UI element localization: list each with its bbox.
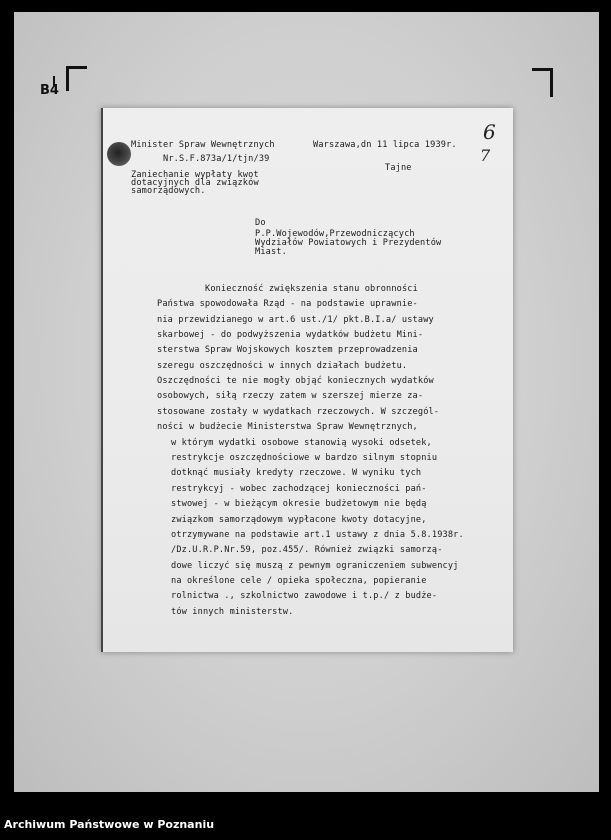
subject-line: samorządowych. [131, 186, 206, 196]
body-line: skarbowej - do podwyższenia wydatków budżetu Mini- [157, 330, 424, 340]
archive-mark: B4 [40, 83, 59, 98]
addressee-line: Miast. [255, 247, 287, 257]
body-line: osobowych, siłą rzeczy zatem w szerszej mierze za- [157, 391, 424, 401]
body-line: w którym wydatki osobowe stanowią wysoki odsetek, [171, 438, 432, 448]
body-line: Państwa spowodowała Rząd - na podstawie uprawnie- [157, 299, 418, 309]
body-line: dotknąć musiały kredyty rzeczowe. W wyniku tych [171, 468, 422, 478]
body-line: tów innych ministerstw. [171, 607, 294, 617]
body-line: stosowane zostały w wydatkach rzeczowych. W szczegól- [157, 407, 440, 417]
handwritten-number-1: 6 [483, 120, 496, 144]
archive-footer: Archiwum Państwowe w Poznaniu [4, 818, 215, 831]
classification: Tajne [385, 163, 412, 173]
addressee-line: Do [255, 218, 266, 228]
body-line: związkom samorządowym wypłacone kwoty dotacyjne, [171, 515, 427, 525]
corner-mark-top-right [532, 68, 553, 97]
reference-number: Nr.S.F.873a/1/tjn/39 [163, 154, 270, 164]
place-date: Warszawa,dn 11 lipca 1939r. [313, 140, 457, 150]
body-line: ności w budżecie Ministerstwa Spraw Wewnętrznych, [157, 422, 418, 432]
body-line: restrykcje oszczędnościowe w bardzo silnym stopniu [171, 453, 438, 463]
body-line: stwowej - w bieżącym okresie budżetowym nie będą [171, 499, 427, 509]
body-line: restrykcyj - wobec zachodzącej konieczności pań- [171, 484, 427, 494]
body-line: rolnictwa ., szkolnictwo zawodowe i t.p./ z budże- [171, 591, 438, 601]
body-line: /Dz.U.R.P.Nr.59, poz.455/. Również związki samorzą- [171, 545, 443, 555]
body-line: sterstwa Spraw Wojskowych kosztem przeprowadzenia [157, 345, 418, 355]
body-line: Oszczędności te nie mogły objąć koniecznych wydatków [157, 376, 434, 386]
body-line: dowe liczyć się muszą z pewnym ograniczeniem subwencyj [171, 561, 459, 571]
body-line: otrzymywane na podstawie art.1 ustawy z dnia 5.8.1938r. [171, 530, 464, 540]
sender: Minister Spraw Wewnętrznych [131, 140, 275, 150]
handwritten-number-2: 7 [480, 146, 491, 165]
body-line: szeregu oszczędności w innych działach budżetu. [157, 361, 408, 371]
punch-hole [107, 142, 131, 166]
body-line: Konieczność zwiększenia stanu obronności [205, 284, 418, 294]
body-line: na określone cele / opieka społeczna, popieranie [171, 576, 427, 586]
body-line: nia przewidzianego w art.6 ust./1/ pkt.B.I.a/ ustawy [157, 315, 434, 325]
addressee-line: Wydziałów Powiatowych i Prezydentów [255, 238, 442, 248]
corner-mark-top-left [66, 66, 87, 91]
subject-line: Zaniechanie wypłaty kwot [131, 170, 259, 180]
document-sheet [101, 108, 513, 652]
subject-line: dotacyjnych dla związków [131, 178, 259, 188]
addressee-line: P.P.Wojewodów,Przewodniczących [255, 229, 415, 239]
